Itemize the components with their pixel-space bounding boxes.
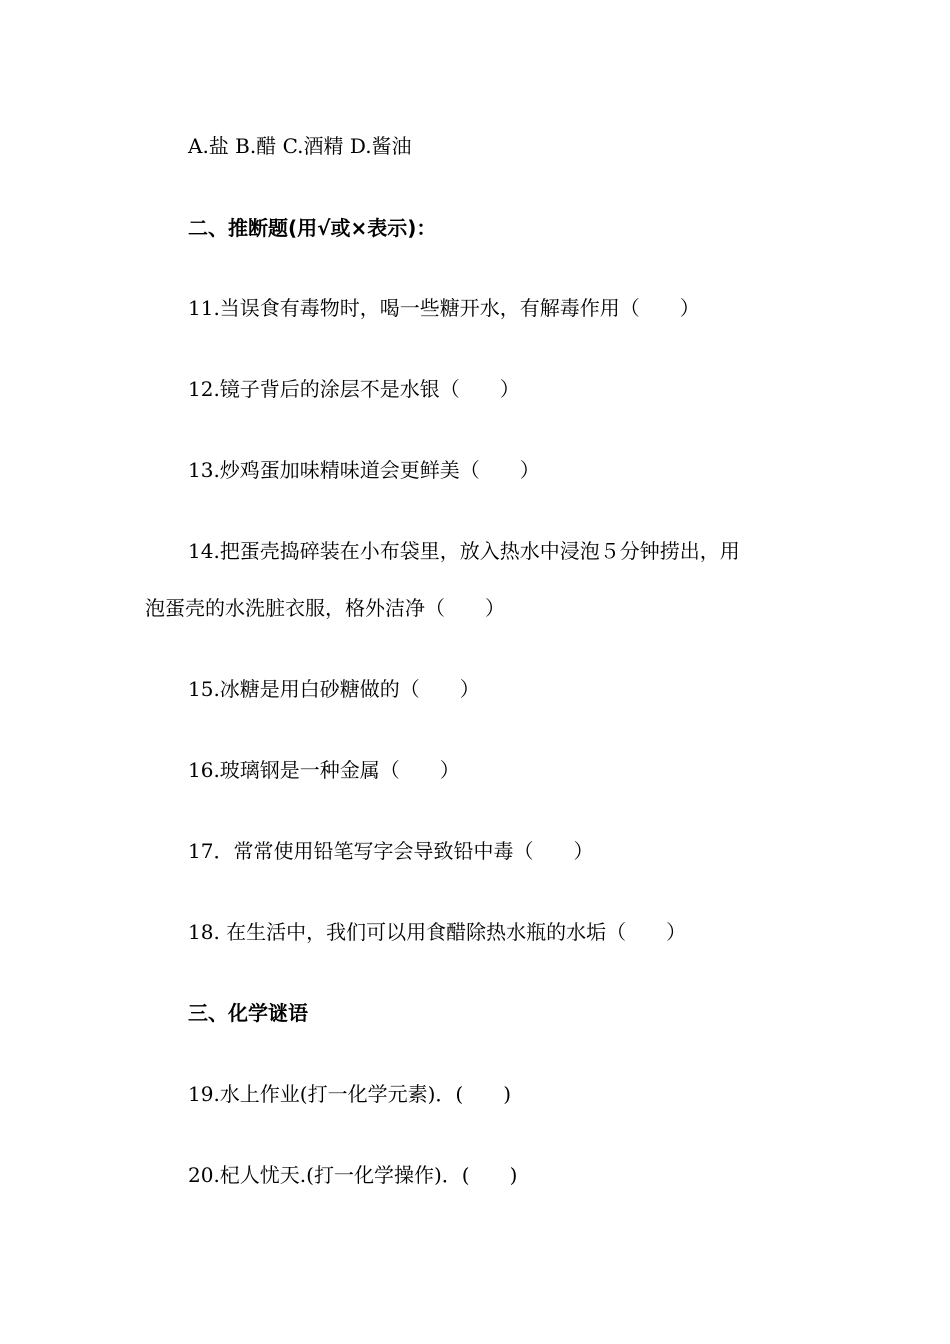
question-14-line1: 14.把蛋壳捣碎装在小布袋里，放入热水中浸泡５分钟捞出，用 xyxy=(188,539,740,563)
question-12: 12.镜子背后的涂层不是水银（ ） xyxy=(188,377,520,401)
section-3-title: 三、化学谜语 xyxy=(188,1001,308,1025)
question-11: 11.当误食有毒物时，喝一些糖开水，有解毒作用（ ） xyxy=(188,296,700,320)
question-14-line2: 泡蛋壳的水洗脏衣服，格外洁净（ ） xyxy=(145,596,505,620)
question-17: 17．常常使用铅笔写字会导致铅中毒（ ） xyxy=(188,839,594,863)
question-13: 13.炒鸡蛋加味精味道会更鲜美（ ） xyxy=(188,458,540,482)
section-2-title: 二、推断题(用√或×表示)： xyxy=(188,216,437,240)
question-19: 19.水上作业(打一化学元素)．( ) xyxy=(188,1082,512,1106)
q10-options: A.盐 B.醋 C.酒精 D.酱油 xyxy=(188,134,412,158)
question-16: 16.玻璃钢是一种金属（ ） xyxy=(188,758,460,782)
question-15: 15.冰糖是用白砂糖做的（ ） xyxy=(188,677,480,701)
question-18: 18. 在生活中，我们可以用食醋除热水瓶的水垢（ ） xyxy=(188,920,687,944)
question-20: 20.杞人忧天.(打一化学操作)．( ) xyxy=(188,1163,518,1187)
